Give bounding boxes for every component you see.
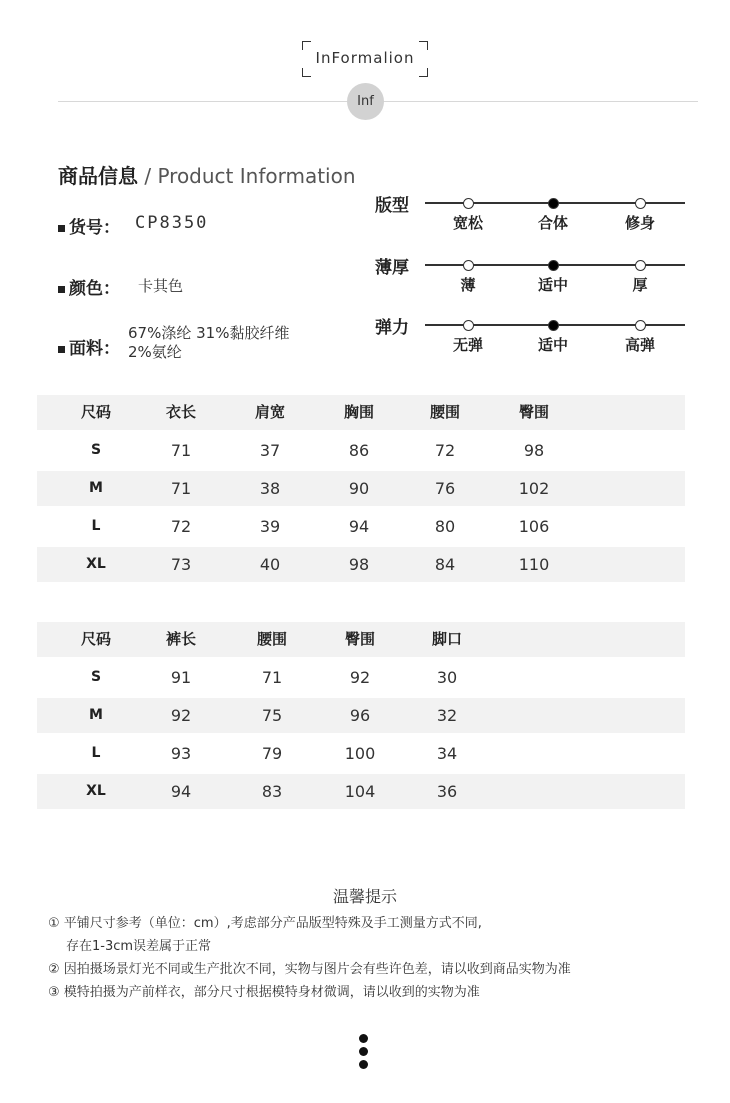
tip-note-1-cont: 存在1-3cm误差属于正常 xyxy=(66,939,212,954)
table-cell: 106 xyxy=(518,517,550,536)
table-cell: 72 xyxy=(170,517,192,536)
scale-dot xyxy=(635,320,646,331)
table-cell: 30 xyxy=(436,668,458,687)
title-cn: 商品信息 xyxy=(58,164,138,188)
table-cell: 104 xyxy=(344,782,376,801)
tips-title: 温馨提示 xyxy=(332,887,397,906)
table-header-row xyxy=(37,622,685,657)
table-header-cell: 臀围 xyxy=(344,630,376,648)
table-row xyxy=(37,736,685,771)
scale-option: 修身 xyxy=(624,214,656,232)
item-no-label: 货号： xyxy=(58,213,120,238)
table-cell: 102 xyxy=(518,479,550,498)
table-header-cell: 尺码 xyxy=(80,630,112,648)
scale-dot-selected xyxy=(548,198,559,209)
table-header-cell: 胸围 xyxy=(343,403,375,421)
table-cell: 37 xyxy=(259,441,281,460)
table-row xyxy=(37,774,685,809)
table-cell: 76 xyxy=(434,479,456,498)
table-cell: 39 xyxy=(259,517,281,536)
more-dots-icon xyxy=(359,1034,367,1073)
table-cell: 93 xyxy=(170,744,192,763)
scale-option: 无弹 xyxy=(452,336,484,354)
table-header-cell: 尺码 xyxy=(80,403,112,421)
table-cell: 38 xyxy=(259,479,281,498)
size-cell: S xyxy=(90,669,102,685)
scale-dot xyxy=(635,198,646,209)
table-header-cell: 裤长 xyxy=(165,630,197,648)
table-cell: 90 xyxy=(348,479,370,498)
table-header-cell: 肩宽 xyxy=(254,403,286,421)
scale-dot xyxy=(463,320,474,331)
scale-option: 厚 xyxy=(632,276,648,294)
size-cell: XL xyxy=(86,556,106,572)
bullet-square-icon xyxy=(58,286,65,293)
scale-dot-selected xyxy=(548,260,559,271)
information-badge xyxy=(302,41,428,77)
scale-dot xyxy=(635,260,646,271)
table-cell: 94 xyxy=(348,517,370,536)
table-cell: 94 xyxy=(170,782,192,801)
table-row xyxy=(37,698,685,733)
table-cell: 71 xyxy=(170,441,192,460)
tip-note-2: ② 因拍摄场景灯光不同或生产批次不同，实物与图片会有些许色差，请以收到商品实物为准 xyxy=(48,962,571,977)
item-no-value: CP8350 xyxy=(135,213,209,233)
size-cell: XL xyxy=(86,783,106,799)
table-cell: 91 xyxy=(170,668,192,687)
table-cell: 32 xyxy=(436,706,458,725)
table-cell: 98 xyxy=(523,441,545,460)
badge-text: InFormalion xyxy=(315,49,415,67)
table-header-cell: 脚口 xyxy=(431,630,463,648)
table-header-cell: 腰围 xyxy=(256,630,288,648)
fabric-value: 67%涤纶 31%黏胶纤维 2%氨纶 xyxy=(128,324,290,361)
size-cell: L xyxy=(91,745,101,761)
scale-option: 宽松 xyxy=(452,214,484,232)
table-cell: 40 xyxy=(259,555,281,574)
table-cell: 84 xyxy=(434,555,456,574)
tip-note-3: ③ 模特拍摄为产前样衣，部分尺寸根据模特身材微调，请以收到的实物为准 xyxy=(48,985,480,1000)
table-cell: 96 xyxy=(349,706,371,725)
size-cell: M xyxy=(89,707,103,723)
table-cell: 79 xyxy=(261,744,283,763)
table-cell: 71 xyxy=(261,668,283,687)
table-cell: 98 xyxy=(348,555,370,574)
color-label: 颜色： xyxy=(58,274,120,299)
table-cell: 92 xyxy=(170,706,192,725)
scale-option: 适中 xyxy=(537,276,569,294)
table-cell: 73 xyxy=(170,555,192,574)
table-cell: 75 xyxy=(261,706,283,725)
size-cell: S xyxy=(90,442,102,458)
table-header-cell: 腰围 xyxy=(429,403,461,421)
bullet-square-icon xyxy=(58,346,65,353)
table-cell: 92 xyxy=(349,668,371,687)
table-cell: 71 xyxy=(170,479,192,498)
table-row xyxy=(37,433,685,468)
bullet-square-icon xyxy=(58,225,65,232)
table-cell: 83 xyxy=(261,782,283,801)
scale-option: 合体 xyxy=(537,214,569,232)
table-row xyxy=(37,547,685,582)
table-header-cell: 衣长 xyxy=(165,403,197,421)
table-cell: 36 xyxy=(436,782,458,801)
color-value: 卡其色 xyxy=(138,277,184,295)
scale-dot xyxy=(463,260,474,271)
scale-label: 弹力 xyxy=(375,318,409,338)
table-cell: 72 xyxy=(434,441,456,460)
pants-size-table xyxy=(37,622,685,812)
table-cell: 86 xyxy=(348,441,370,460)
table-header-cell: 臀围 xyxy=(518,403,550,421)
scale-label: 薄厚 xyxy=(375,258,409,278)
table-cell: 80 xyxy=(434,517,456,536)
table-cell: 34 xyxy=(436,744,458,763)
size-cell: M xyxy=(89,480,103,496)
title-en: / Product Information xyxy=(144,164,356,188)
scale-option: 薄 xyxy=(460,276,476,294)
scale-dot-selected xyxy=(548,320,559,331)
table-row xyxy=(37,660,685,695)
scale-label: 版型 xyxy=(375,196,409,216)
product-info-title xyxy=(58,160,356,189)
inf-circle: Inf xyxy=(347,83,384,120)
tip-note-1: ① 平铺尺寸参考（单位：cm）,考虑部分产品版型特殊及手工测量方式不同, xyxy=(48,916,482,931)
table-header-row xyxy=(37,395,685,430)
table-cell: 110 xyxy=(518,555,550,574)
table-row xyxy=(37,509,685,544)
top-size-table xyxy=(37,395,685,585)
scale-option: 适中 xyxy=(537,336,569,354)
size-cell: L xyxy=(91,518,101,534)
fabric-label: 面料： xyxy=(58,334,120,359)
table-row xyxy=(37,471,685,506)
scale-option: 高弹 xyxy=(624,336,656,354)
table-cell: 100 xyxy=(344,744,376,763)
scale-dot xyxy=(463,198,474,209)
